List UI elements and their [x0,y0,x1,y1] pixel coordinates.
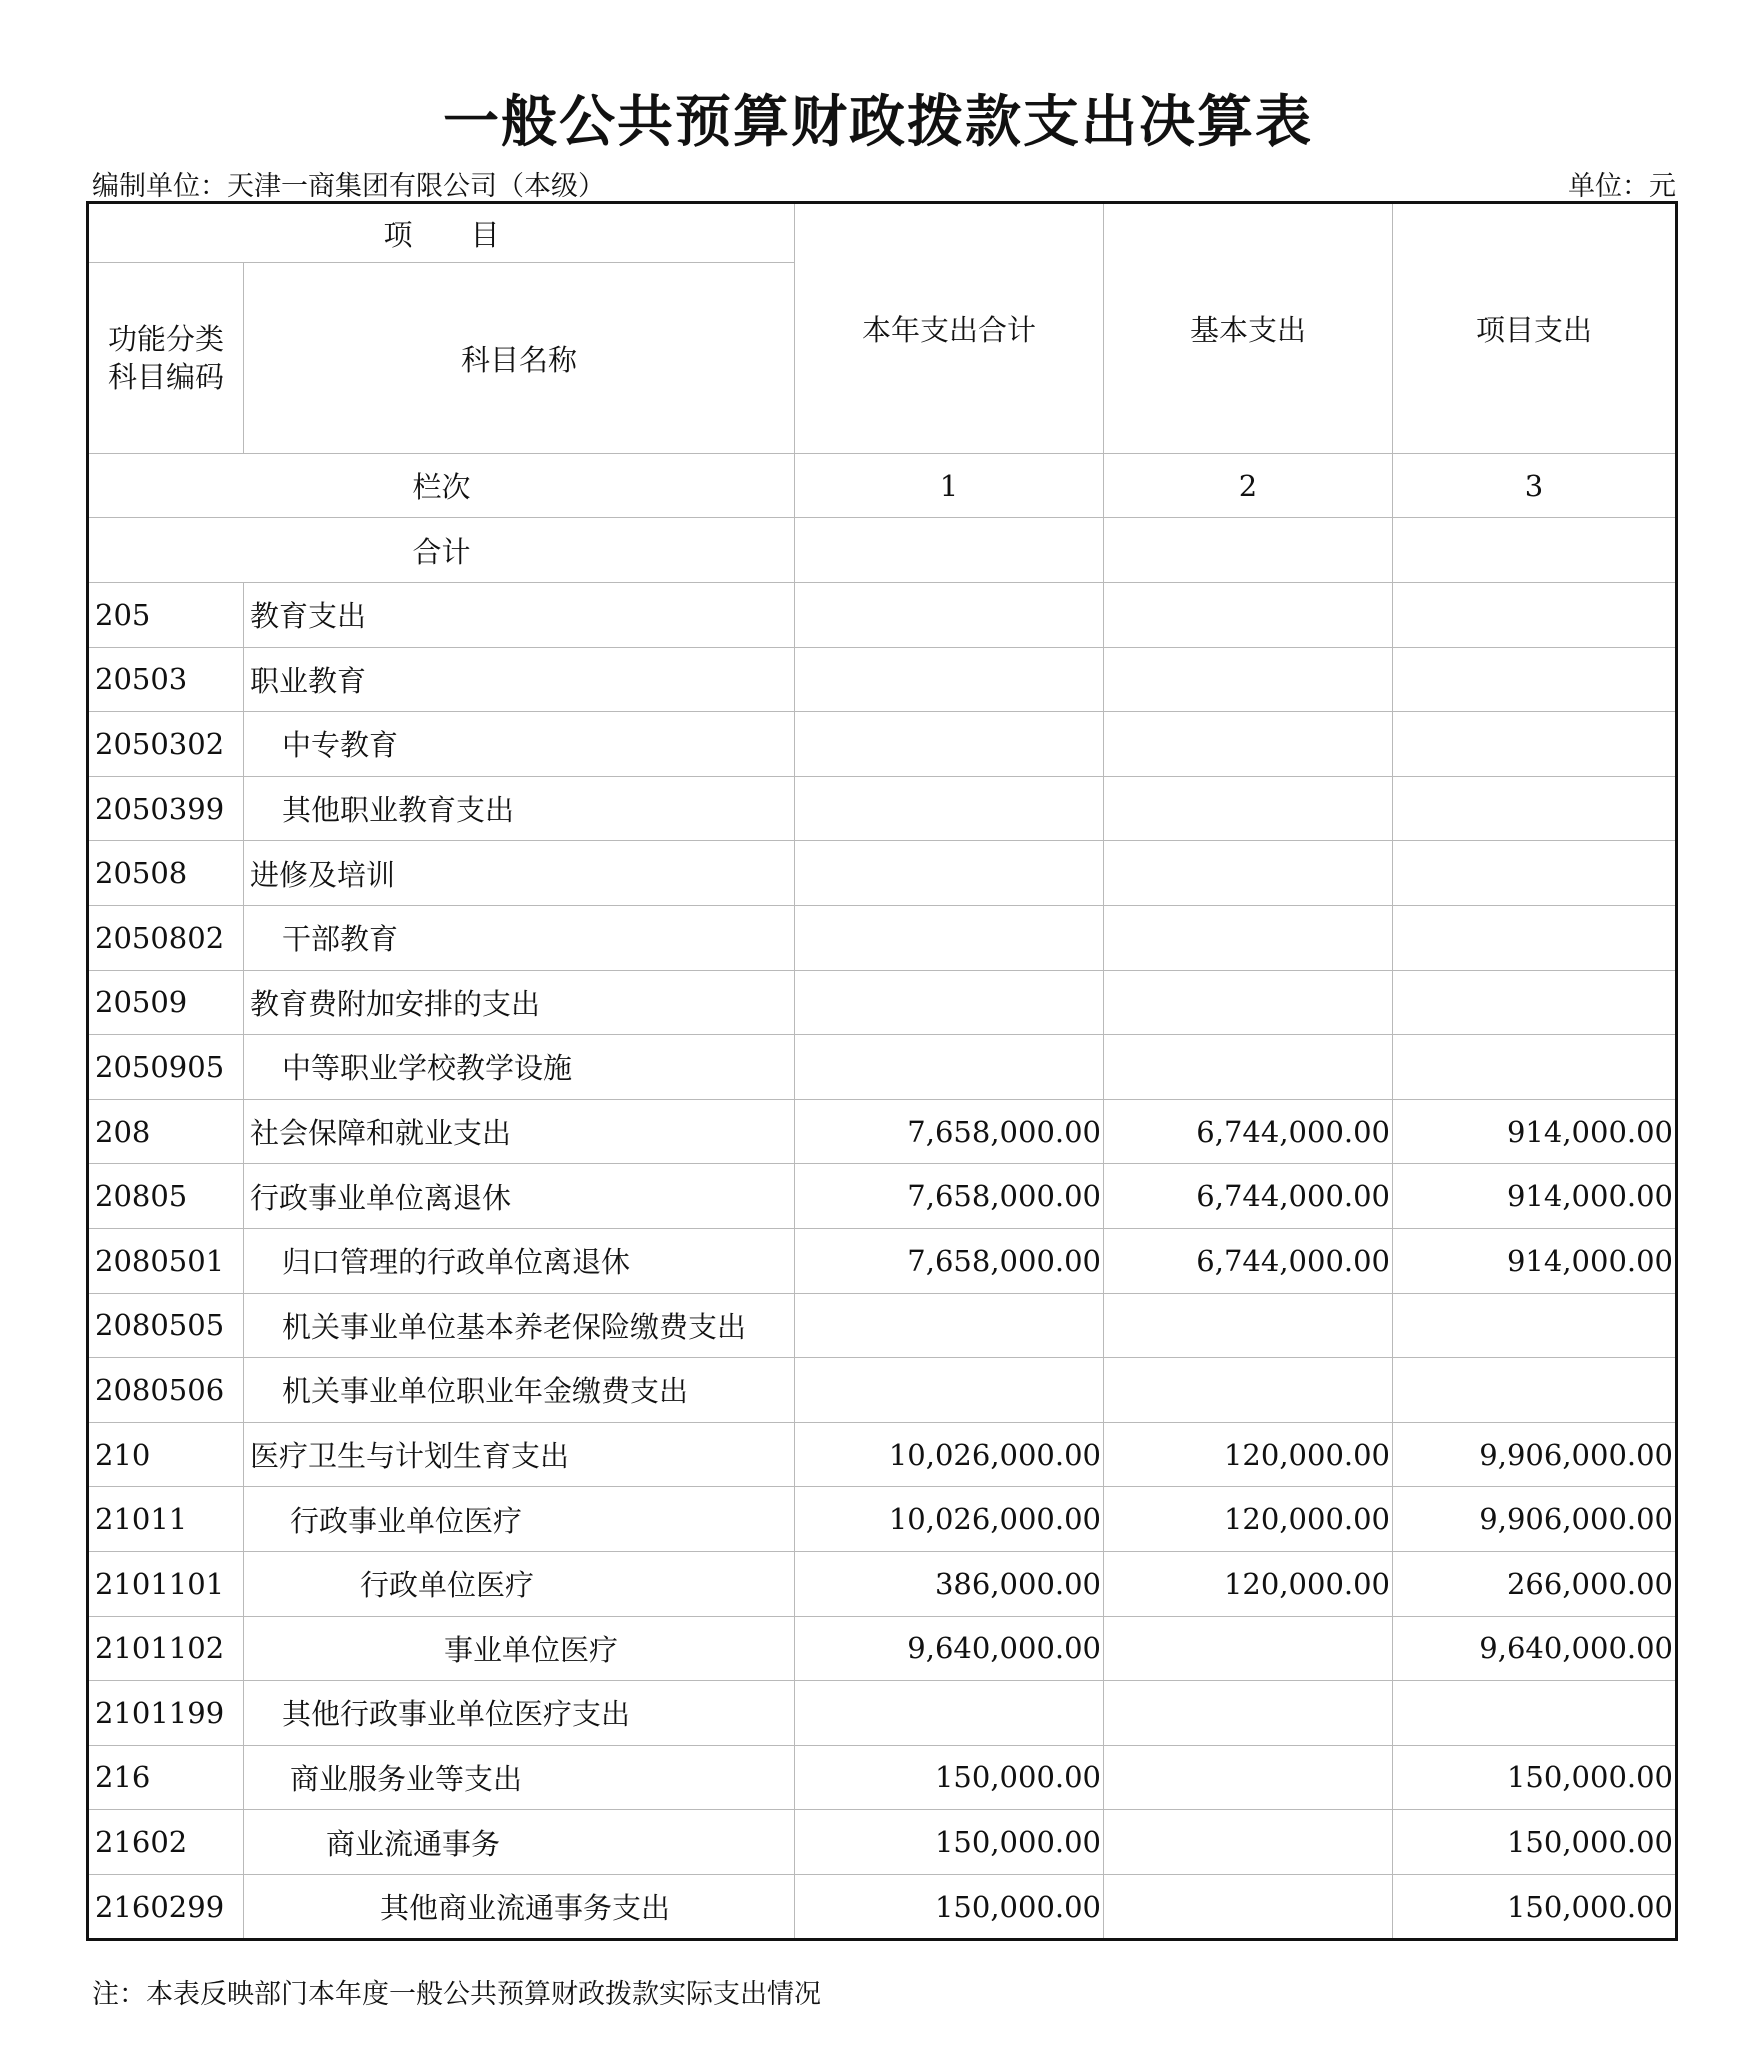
code-cell: 2101102 [88,1616,244,1681]
table-row [88,841,1677,906]
code-cell: 2050399 [88,776,244,841]
basic-cell [1104,583,1393,648]
code-cell: 20509 [88,970,244,1035]
code-cell: 21602 [88,1810,244,1875]
total-cell [795,1035,1104,1100]
table-row [88,1035,1677,1100]
table-row [88,1874,1677,1940]
name-cell: 其他行政事业单位医疗支出 [244,1681,795,1746]
total-cell [795,583,1104,648]
total-cell [795,1293,1104,1358]
index-3: 3 [1393,454,1677,518]
total-cell: 7,658,000.00 [795,1164,1104,1229]
code-cell: 2050905 [88,1035,244,1100]
budget-table [86,201,1678,1941]
name-cell: 机关事业单位基本养老保险缴费支出 [244,1293,795,1358]
name-cell: 商业服务业等支出 [244,1745,795,1810]
total-cell: 9,640,000.00 [795,1616,1104,1681]
name-cell: 事业单位医疗 [244,1616,795,1681]
name-cell: 干部教育 [244,905,795,970]
total-cell: 10,026,000.00 [795,1422,1104,1487]
code-cell: 2050802 [88,905,244,970]
header-row-index [88,454,1677,518]
project-cell: 150,000.00 [1393,1874,1677,1940]
name-cell: 行政事业单位医疗 [244,1487,795,1552]
code-cell: 2101101 [88,1551,244,1616]
total-cell: 7,658,000.00 [795,1228,1104,1293]
table-row [88,1616,1677,1681]
name-cell: 其他商业流通事务支出 [244,1874,795,1940]
total-cell: 150,000.00 [795,1874,1104,1940]
basic-cell [1104,1874,1393,1940]
project-cell [1393,712,1677,777]
name-cell: 其他职业教育支出 [244,776,795,841]
total-cell [795,905,1104,970]
code-cell: 205 [88,583,244,648]
name-cell: 进修及培训 [244,841,795,906]
name-cell: 行政单位医疗 [244,1551,795,1616]
basic-cell [1104,647,1393,712]
index-2: 2 [1104,454,1393,518]
project-cell [1393,776,1677,841]
header-basic: 基本支出 [1104,203,1393,454]
page-title: 一般公共预算财政拨款支出决算表 [443,89,1313,155]
code-cell: 21011 [88,1487,244,1552]
project-cell [1393,1681,1677,1746]
project-cell [1393,1358,1677,1423]
table-row [88,776,1677,841]
code-cell: 2080505 [88,1293,244,1358]
total-cell [795,712,1104,777]
sum-label: 合计 [88,518,795,583]
basic-cell [1104,970,1393,1035]
basic-cell [1104,1358,1393,1423]
table-row [88,1099,1677,1164]
table-row [88,905,1677,970]
total-cell: 386,000.00 [795,1551,1104,1616]
table-row [88,1293,1677,1358]
basic-cell: 120,000.00 [1104,1551,1393,1616]
header-code-line1: 功能分类 [107,322,224,356]
table-row [88,583,1677,648]
header-name: 科目名称 [244,263,795,454]
basic-cell: 6,744,000.00 [1104,1228,1393,1293]
project-cell: 150,000.00 [1393,1745,1677,1810]
code-cell: 216 [88,1745,244,1810]
table-row [88,1228,1677,1293]
project-cell [1393,583,1677,648]
code-cell: 2080506 [88,1358,244,1423]
project-cell: 914,000.00 [1393,1228,1677,1293]
name-cell: 归口管理的行政单位离退休 [244,1228,795,1293]
total-cell: 150,000.00 [795,1745,1104,1810]
basic-cell [1104,1035,1393,1100]
header-code [88,263,244,454]
table-row [88,647,1677,712]
name-cell: 机关事业单位职业年金缴费支出 [244,1358,795,1423]
basic-cell [1104,1681,1393,1746]
sum-row [88,518,1677,583]
name-cell: 医疗卫生与计划生育支出 [244,1422,795,1487]
footnote: 注：本表反映部门本年度一般公共预算财政拨款实际支出情况 [92,1979,821,2010]
table-row [88,1422,1677,1487]
table-row [88,1681,1677,1746]
project-cell: 150,000.00 [1393,1810,1677,1875]
basic-cell [1104,1745,1393,1810]
basic-cell [1104,1293,1393,1358]
header-row-project [88,203,1677,263]
compiling-unit: 编制单位：天津一商集团有限公司（本级） [92,171,605,202]
header-code-line2: 科目编码 [107,360,224,394]
basic-cell [1104,905,1393,970]
table-row [88,1810,1677,1875]
basic-cell [1104,712,1393,777]
project-cell [1393,905,1677,970]
project-cell: 266,000.00 [1393,1551,1677,1616]
table-row [88,970,1677,1035]
table-row [88,1551,1677,1616]
project-cell: 9,906,000.00 [1393,1487,1677,1552]
code-cell: 20508 [88,841,244,906]
name-cell: 教育费附加安排的支出 [244,970,795,1035]
code-cell: 20503 [88,647,244,712]
total-cell: 7,658,000.00 [795,1099,1104,1164]
basic-cell [1104,776,1393,841]
total-cell [795,970,1104,1035]
basic-cell: 120,000.00 [1104,1422,1393,1487]
index-label: 栏次 [88,454,795,518]
table-row [88,1358,1677,1423]
basic-cell: 120,000.00 [1104,1487,1393,1552]
header-total: 本年支出合计 [795,203,1104,454]
basic-cell [1104,1810,1393,1875]
currency-unit: 单位：元 [1568,171,1676,202]
table-row [88,712,1677,777]
table-row [88,1487,1677,1552]
code-cell: 208 [88,1099,244,1164]
code-cell: 2160299 [88,1874,244,1940]
header-project: 项 目 [88,203,795,263]
project-cell: 9,640,000.00 [1393,1616,1677,1681]
sum-basic [1104,518,1393,583]
total-cell [795,1358,1104,1423]
basic-cell: 6,744,000.00 [1104,1099,1393,1164]
total-cell [795,841,1104,906]
index-1: 1 [795,454,1104,518]
project-cell [1393,1293,1677,1358]
name-cell: 行政事业单位离退休 [244,1164,795,1229]
project-cell [1393,1035,1677,1100]
basic-cell [1104,1616,1393,1681]
name-cell: 中专教育 [244,712,795,777]
project-cell: 9,906,000.00 [1393,1422,1677,1487]
project-cell [1393,841,1677,906]
code-cell: 2101199 [88,1681,244,1746]
project-cell: 914,000.00 [1393,1099,1677,1164]
name-cell: 教育支出 [244,583,795,648]
code-cell: 210 [88,1422,244,1487]
total-cell [795,1681,1104,1746]
project-cell [1393,647,1677,712]
name-cell: 职业教育 [244,647,795,712]
name-cell: 商业流通事务 [244,1810,795,1875]
total-cell [795,776,1104,841]
code-cell: 2080501 [88,1228,244,1293]
basic-cell [1104,841,1393,906]
table-row [88,1745,1677,1810]
total-cell: 10,026,000.00 [795,1487,1104,1552]
name-cell: 中等职业学校教学设施 [244,1035,795,1100]
name-cell: 社会保障和就业支出 [244,1099,795,1164]
project-cell: 914,000.00 [1393,1164,1677,1229]
total-cell: 150,000.00 [795,1810,1104,1875]
basic-cell: 6,744,000.00 [1104,1164,1393,1229]
table-row [88,1164,1677,1229]
code-cell: 20805 [88,1164,244,1229]
header-project-expense: 项目支出 [1393,203,1677,454]
total-cell [795,647,1104,712]
project-cell [1393,970,1677,1035]
sum-project [1393,518,1677,583]
code-cell: 2050302 [88,712,244,777]
sum-total [795,518,1104,583]
